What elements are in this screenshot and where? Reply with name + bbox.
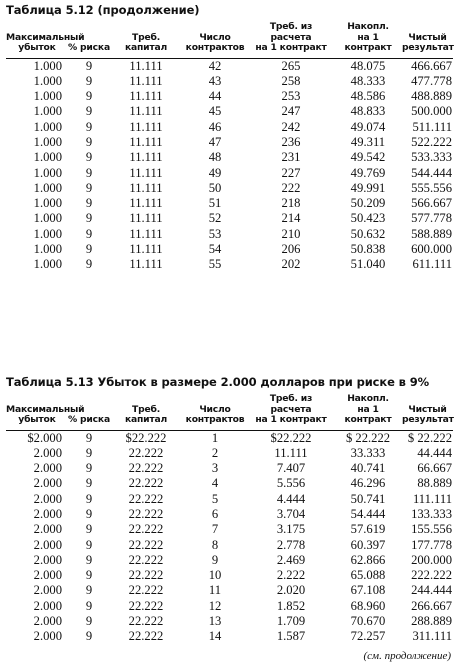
table-cell: 588.889 (411, 226, 452, 241)
table-cell: 9 (85, 614, 93, 629)
table-cell: 258 (281, 73, 301, 88)
table-cell: 522.222 (411, 134, 452, 149)
table-cell: 22.222 (128, 629, 164, 644)
table-cell: 43 (208, 73, 222, 88)
table-row (6, 538, 453, 553)
table-cell: 9 (85, 552, 93, 567)
table-cell: 2.469 (276, 552, 306, 567)
table-cell: 11 (208, 583, 222, 598)
table-cell: 9 (85, 89, 93, 104)
column-header-line1: Треб. из расчета (269, 21, 313, 43)
table-cell: 9 (85, 583, 93, 598)
table-cell: 70.670 (350, 614, 386, 629)
table-cell: 2.000 (33, 506, 62, 521)
table-row (6, 446, 453, 461)
table-cell: 53 (208, 226, 222, 241)
table-cell: 600.000 (411, 242, 452, 257)
table-cell: 49.542 (350, 150, 386, 165)
table-cell: 9 (85, 196, 93, 211)
table-cell: 11.111 (129, 73, 163, 88)
column-header-line1: Число (199, 31, 231, 43)
column-header (248, 394, 334, 426)
table-cell: 50.632 (350, 226, 386, 241)
table-cell: 500.000 (411, 104, 452, 119)
table-row (6, 181, 453, 196)
column-header (6, 22, 85, 54)
column-header-line2: на 1 контракт (255, 414, 327, 425)
table-cell: 9 (85, 73, 93, 88)
table-cell: 222 (281, 180, 301, 195)
table-cell: 3.704 (276, 506, 306, 521)
continued-note: (см. продолжение) (363, 650, 451, 662)
table-cell: 1.000 (33, 211, 62, 226)
table-cell: 9 (85, 568, 93, 583)
table-cell: 202 (281, 257, 301, 272)
column-header (334, 22, 402, 54)
table-row (6, 568, 453, 583)
table-cell: 466.667 (411, 58, 452, 73)
table-cell: 4.444 (276, 491, 306, 506)
column-header (182, 22, 248, 54)
table-cell: 311.111 (412, 629, 452, 644)
table-cell: 3.175 (276, 522, 306, 537)
table-cell: 9 (85, 104, 93, 119)
table-cell: 54.444 (350, 506, 386, 521)
table-cell: 11.111 (129, 226, 163, 241)
table-cell: 68.960 (350, 598, 386, 613)
table-body (6, 430, 453, 645)
table-cell: 11.111 (129, 119, 163, 134)
table-cell: 2.000 (33, 598, 62, 613)
table-cell: 49.991 (350, 180, 386, 195)
table-cell: 555.556 (411, 180, 452, 195)
table-cell: 2.000 (33, 629, 62, 644)
table-cell: 210 (281, 226, 301, 241)
column-header (110, 394, 182, 426)
table-cell: 11.111 (129, 89, 163, 104)
table-cell: 1.000 (33, 119, 62, 134)
table-cell: 218 (281, 196, 301, 211)
column-header-line2: результат (402, 42, 454, 53)
table-cell: 11.111 (129, 211, 163, 226)
table-cell: 2.000 (33, 491, 62, 506)
column-header (182, 394, 248, 426)
table-cell: 11.111 (129, 257, 163, 272)
table-cell: 1.000 (33, 226, 62, 241)
table-cell: 48.075 (350, 58, 386, 73)
column-header-line2: капитал (124, 414, 168, 425)
table-cell: 49.769 (350, 165, 386, 180)
table-row (6, 104, 453, 119)
column-header-line1: Треб. из расчета (269, 393, 313, 415)
table-cell: 22.222 (128, 491, 164, 506)
table-cell: 47 (208, 134, 222, 149)
table-cell: 1.000 (33, 104, 62, 119)
table-cell: 22.222 (128, 522, 164, 537)
column-header-line2: капитал (124, 42, 168, 53)
table-row (6, 242, 453, 257)
table-cell: 11.111 (129, 196, 163, 211)
table-cell: 62.866 (350, 552, 386, 567)
column-header-line2: % риска (68, 42, 110, 53)
column-header-line1: Число (199, 403, 231, 415)
table-cell: 242 (281, 119, 301, 134)
table-row (6, 120, 453, 135)
table-row (6, 135, 453, 150)
table-cell: 11.111 (129, 104, 163, 119)
table-cell: 11.111 (129, 150, 163, 165)
table-cell: 2.000 (33, 614, 62, 629)
table-cell: 22.222 (128, 614, 164, 629)
table-cell: 1.000 (33, 89, 62, 104)
table-row (6, 492, 453, 507)
table-cell: 9 (85, 598, 93, 613)
table-row (6, 257, 453, 272)
table-cell: 6 (211, 506, 219, 521)
table-cell: 44 (208, 89, 222, 104)
table-header-row (6, 22, 453, 54)
table-cell: 577.778 (411, 211, 452, 226)
table-cell: 46 (208, 119, 222, 134)
table-cell: 236 (281, 134, 301, 149)
table-cell: 2.222 (276, 568, 306, 583)
column-header-line2: убыток (18, 42, 56, 53)
table-row (6, 166, 453, 181)
table-cell: 45 (208, 104, 222, 119)
table-cell: 111.111 (412, 491, 452, 506)
table-cell: 1.852 (276, 598, 306, 613)
table-cell: 2.000 (33, 583, 62, 598)
table-cell: 57.619 (350, 522, 386, 537)
table-cell: 48 (208, 150, 222, 165)
table-header-row (6, 394, 453, 426)
table-cell: 9 (85, 491, 93, 506)
table-row (6, 196, 453, 211)
table-cell: 49.311 (350, 134, 386, 149)
table-cell: 42 (208, 58, 222, 73)
column-header (402, 22, 453, 54)
table-cell: 44.444 (417, 445, 452, 460)
table-cell: 2 (211, 445, 219, 460)
table-cell: 1.709 (276, 614, 306, 629)
table-row (6, 461, 453, 476)
table-5-12 (6, 22, 453, 273)
table-cell: 22.222 (128, 598, 164, 613)
table-cell: 247 (281, 104, 301, 119)
table-row (6, 583, 453, 598)
table-cell: 544.444 (411, 165, 452, 180)
table-cell: $22.222 (125, 430, 167, 445)
table-cell: 51.040 (350, 257, 386, 272)
table-cell: 9 (85, 58, 93, 73)
table-5-13-title: Таблица 5.13 Убыток в размере 2.000 долларов при риске в 9% (6, 375, 430, 389)
table-row (6, 476, 453, 491)
table-cell: 611.111 (412, 257, 452, 272)
table-cell: 9 (85, 522, 93, 537)
column-header-line1: Треб. (132, 403, 160, 415)
table-cell: 9 (85, 150, 93, 165)
table-cell: 22.222 (128, 552, 164, 567)
table-cell: 511.111 (412, 119, 452, 134)
table-5-13 (6, 394, 453, 645)
table-cell: 11.111 (129, 180, 163, 195)
table-cell: 54 (208, 242, 222, 257)
table-cell: 9 (85, 506, 93, 521)
table-cell: 9 (85, 445, 93, 460)
table-cell: 9 (85, 119, 93, 134)
table-cell: 49 (208, 165, 222, 180)
column-header (402, 394, 453, 426)
table-cell: 2.778 (276, 537, 306, 552)
table-cell: 22.222 (128, 583, 164, 598)
table-cell: 9 (211, 552, 219, 567)
table-cell: 9 (85, 211, 93, 226)
table-cell: 13 (208, 614, 222, 629)
table-row (6, 522, 453, 537)
table-cell: 48.586 (350, 89, 386, 104)
column-header (334, 394, 402, 426)
table-cell: 11.111 (129, 165, 163, 180)
column-header-line1: Максимальный (6, 403, 85, 415)
table-row (6, 58, 453, 74)
table-cell: 3 (211, 461, 219, 476)
table-cell: 22.222 (128, 568, 164, 583)
table-cell: 9 (85, 257, 93, 272)
table-cell: 265 (281, 58, 301, 73)
table-cell: 8 (211, 537, 219, 552)
table-cell: 9 (85, 537, 93, 552)
table-cell: 533.333 (411, 150, 452, 165)
table-cell: $ 22.222 (407, 430, 452, 445)
table-cell: 46.296 (350, 476, 386, 491)
table-cell: 65.088 (350, 568, 386, 583)
table-cell: 9 (85, 134, 93, 149)
table-cell: 66.667 (417, 461, 452, 476)
table-cell: 22.222 (128, 506, 164, 521)
table-cell: 12 (208, 598, 222, 613)
table-cell: 1.587 (276, 629, 306, 644)
table-cell: 477.778 (411, 73, 452, 88)
table-5-12-title: Таблица 5.12 (продолжение) (6, 3, 200, 17)
table-cell: 7.407 (276, 461, 306, 476)
table-cell: $22.222 (270, 430, 312, 445)
table-cell: 11.111 (274, 445, 308, 460)
table-row (6, 599, 453, 614)
table-cell: 200.000 (411, 552, 452, 567)
table-cell: 72.257 (350, 629, 386, 644)
table-cell: 1.000 (33, 134, 62, 149)
table-body (6, 58, 453, 273)
table-cell: 4 (211, 476, 219, 491)
table-cell: 9 (85, 476, 93, 491)
column-header (6, 394, 85, 426)
table-cell: 48.833 (350, 104, 386, 119)
table-cell: 2.000 (33, 552, 62, 567)
table-cell: 227 (281, 165, 301, 180)
column-header-line2: контрактов (185, 42, 245, 53)
table-cell: 22.222 (128, 461, 164, 476)
table-cell: 50.423 (350, 211, 386, 226)
table-row (6, 629, 453, 644)
table-cell: $2.000 (27, 430, 62, 445)
column-header-line2: на 1 контракт (344, 31, 392, 53)
table-cell: 67.108 (350, 583, 386, 598)
table-row (6, 430, 453, 446)
table-cell: 50 (208, 180, 222, 195)
table-row (6, 227, 453, 242)
table-cell: 49.074 (350, 119, 386, 134)
table-cell: 22.222 (128, 445, 164, 460)
table-cell: 50.838 (350, 242, 386, 257)
table-cell: 1.000 (33, 242, 62, 257)
column-header-line2: % риска (68, 414, 110, 425)
column-header-line1: Чистый (408, 31, 447, 43)
table-cell: 5 (211, 491, 219, 506)
table-cell: 1.000 (33, 165, 62, 180)
table-cell: 9 (85, 461, 93, 476)
table-cell: 1.000 (33, 257, 62, 272)
table-cell: 50.741 (350, 491, 386, 506)
table-cell: 1.000 (33, 150, 62, 165)
table-cell: 2.000 (33, 522, 62, 537)
table-cell: 10 (208, 568, 222, 583)
table-cell: 2.000 (33, 537, 62, 552)
column-header-line1: Накопл. (347, 393, 389, 404)
table-cell: 7 (211, 522, 219, 537)
column-header-line1: Максимальный (6, 31, 85, 43)
table-cell: 488.889 (411, 89, 452, 104)
table-cell: 52 (208, 211, 222, 226)
table-row (6, 150, 453, 165)
table-cell: 244.444 (411, 583, 452, 598)
column-header-line2: на 1 контракт (344, 403, 392, 425)
table-cell: 206 (281, 242, 301, 257)
table-cell: 2.000 (33, 461, 62, 476)
table-row (6, 211, 453, 226)
table-cell: 48.333 (350, 73, 386, 88)
column-header (248, 22, 334, 54)
table-row (6, 507, 453, 522)
column-header (110, 22, 182, 54)
table-cell: 1 (211, 430, 219, 445)
table-cell: 40.741 (350, 461, 386, 476)
table-cell: 11.111 (129, 134, 163, 149)
table-row (6, 89, 453, 104)
table-cell: 88.889 (417, 476, 452, 491)
table-cell: 14 (208, 629, 222, 644)
column-header-line1: Чистый (408, 403, 447, 415)
table-cell: 5.556 (276, 476, 306, 491)
table-cell: 266.667 (411, 598, 452, 613)
table-cell: 55 (208, 257, 222, 272)
table-row (6, 553, 453, 568)
table-cell: 11.111 (129, 58, 163, 73)
table-cell: 231 (281, 150, 301, 165)
column-header-line2: результат (402, 414, 454, 425)
table-cell: 566.667 (411, 196, 452, 211)
table-cell: 9 (85, 180, 93, 195)
table-cell: 1.000 (33, 73, 62, 88)
table-cell: 22.222 (128, 537, 164, 552)
table-cell: 51 (208, 196, 222, 211)
table-cell: 9 (85, 226, 93, 241)
table-cell: 9 (85, 629, 93, 644)
table-cell: 22.222 (128, 476, 164, 491)
table-cell: $ 22.222 (345, 430, 391, 445)
table-cell: 1.000 (33, 58, 62, 73)
table-row (6, 614, 453, 629)
table-cell: 253 (281, 89, 301, 104)
column-header-line1: Треб. (132, 31, 160, 43)
table-cell: 50.209 (350, 196, 386, 211)
table-cell: 155.556 (411, 522, 452, 537)
column-header-line2: контрактов (185, 414, 245, 425)
table-cell: 60.397 (350, 537, 386, 552)
table-cell: 33.333 (350, 445, 386, 460)
table-cell: 9 (85, 430, 93, 445)
table-cell: 2.000 (33, 476, 62, 491)
table-cell: 288.889 (411, 614, 452, 629)
table-cell: 9 (85, 242, 93, 257)
column-header-line1: Накопл. (347, 21, 389, 32)
table-cell: 214 (281, 211, 301, 226)
table-cell: 2.020 (276, 583, 306, 598)
table-cell: 9 (85, 165, 93, 180)
table-cell: 1.000 (33, 196, 62, 211)
table-cell: 177.778 (411, 537, 452, 552)
table-row (6, 74, 453, 89)
table-cell: 2.000 (33, 568, 62, 583)
table-cell: 11.111 (129, 242, 163, 257)
table-cell: 2.000 (33, 445, 62, 460)
table-cell: 1.000 (33, 180, 62, 195)
table-cell: 222.222 (411, 568, 452, 583)
table-cell: 133.333 (411, 506, 452, 521)
column-header-line2: убыток (18, 414, 56, 425)
column-header-line2: на 1 контракт (255, 42, 327, 53)
